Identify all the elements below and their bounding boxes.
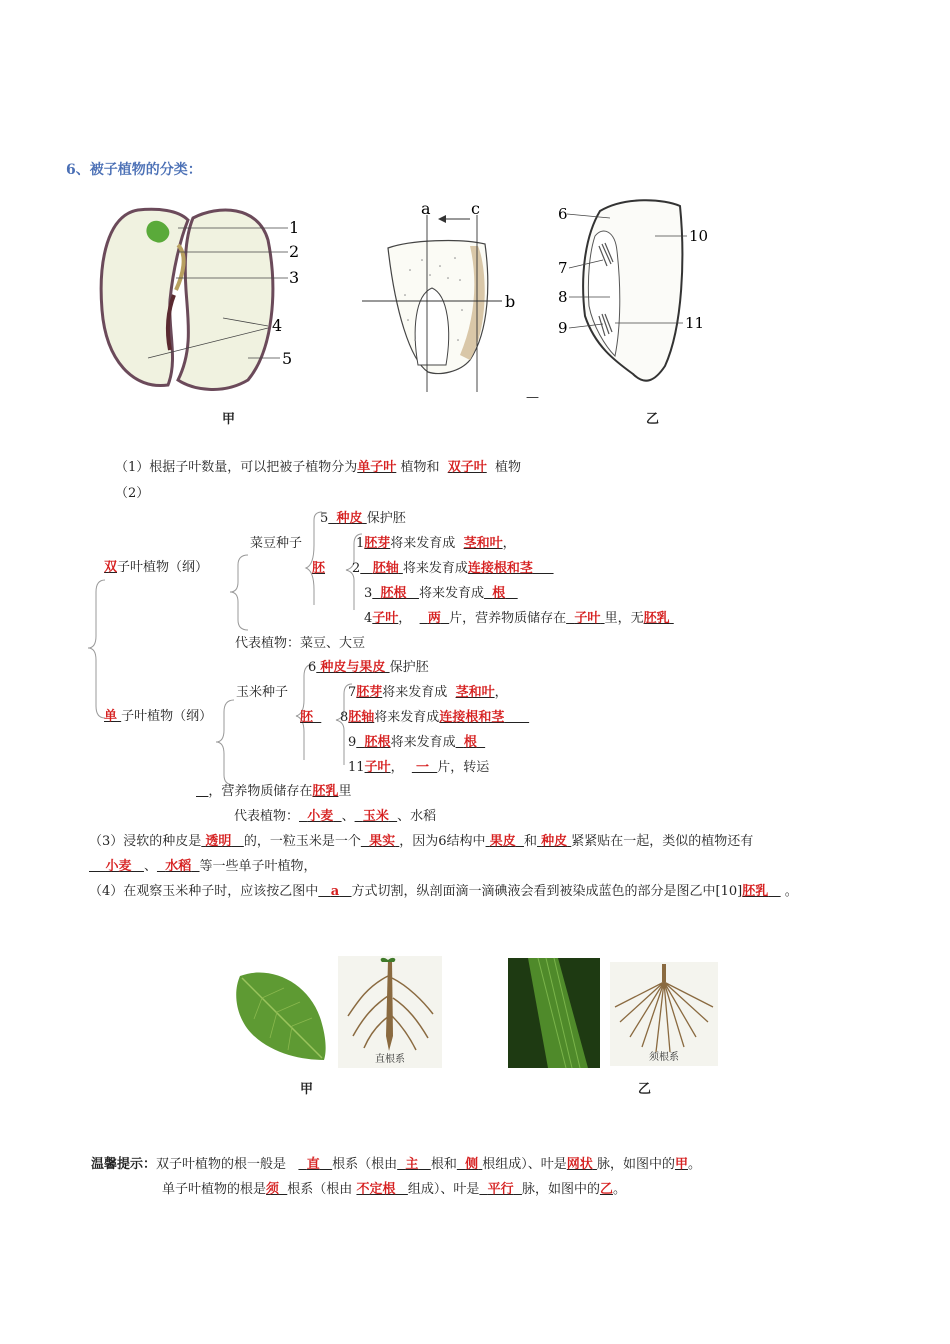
monocot-row-9: 9 胚根将来发育成 根 <box>348 735 477 750</box>
taproot-image <box>338 956 442 1068</box>
q3-line-2: 小麦 、 水稻 等一些单子叶植物， <box>105 859 317 874</box>
dicot-seed: 菜豆种子 <box>250 536 303 551</box>
fig1-caption-left: 甲 <box>222 412 236 427</box>
monocot-representatives: 代表植物： 小麦 、 玉米 、水稻 <box>234 809 437 824</box>
monocot-row-6: 6 种皮与果皮 保护胚 <box>308 660 429 675</box>
fibrous-root-image <box>610 962 718 1066</box>
q2-label: （2） <box>115 486 150 501</box>
bean-label-2: 2 <box>289 242 300 261</box>
bean-label-3: 3 <box>289 268 300 287</box>
q4-line: （4）在观察玉米种子时，应该按乙图中 a 方式切割，纵剖面滴一滴碘液会看到被染成蓝色的部分是图乙中[10]胚乳 。 <box>89 884 798 899</box>
corn-label-7: 7 <box>558 259 568 277</box>
dicot-embryo: 胚 <box>312 561 326 576</box>
dicot-representatives: 代表植物：菜豆、大豆 <box>235 636 366 651</box>
monocot-row-8: 8胚轴将来发育成连接根和茎 <box>340 710 505 725</box>
hint-line-1: 温馨提示：双子叶植物的根一般是 直 根系（根由 主 根和 侧 根组成）、叶是网状 脉，如图中的甲。 <box>91 1157 701 1172</box>
bean-label-5: 5 <box>282 349 293 368</box>
fig2-caption-right: 乙 <box>638 1082 652 1097</box>
section-title: 6、被子植物的分类： <box>66 162 202 178</box>
monocot-seed: 玉米种子 <box>236 685 289 700</box>
corn-label-8: 8 <box>558 288 568 306</box>
dicot-row-2: 2 胚轴 将来发育成连接根和茎 <box>352 561 533 576</box>
hint-line-2: 单子叶植物的根是须 根系（根由 不定根 组成）、叶是 平行 脉，如图中的乙。 <box>162 1182 626 1197</box>
corn-label-9: 9 <box>558 319 568 337</box>
monocot-storage: ，营养物质储存在胚乳里 <box>208 784 352 799</box>
fibrous-label: 须根系 <box>649 1052 679 1063</box>
fig1-caption-right: 乙 <box>646 412 660 427</box>
corn-cut-label-a: a <box>421 199 431 218</box>
corn-label-11: 11 <box>685 314 705 332</box>
dicot-row-5: 5 种皮 保护胚 <box>320 511 406 526</box>
fig2-caption-left: 甲 <box>300 1082 314 1097</box>
monocot-class: 单 子叶植物（纲） <box>104 709 213 724</box>
dicot-row-3: 3 胚根 将来发育成 根 <box>364 586 506 601</box>
fig1-dash: — <box>526 390 539 405</box>
corn-cut-label-b: b <box>505 292 516 311</box>
monocot-row-7: 7胚芽将来发育成 茎和叶， <box>348 685 508 700</box>
monocot-row-11: 11子叶， 一 片，转运 <box>348 760 490 775</box>
dicot-row-1: 1胚芽将来发育成 茎和叶， <box>356 536 516 551</box>
corn-label-6: 6 <box>558 205 568 223</box>
dicot-row-4: 4子叶， 两 片，营养物质储存在 子叶 里，无胚乳 <box>364 611 670 626</box>
q3-line-1: （3）浸软的种皮是 透明 的，一粒玉米是一个 果实 ，因为6结构中 果皮 和 种皮 紧紧贴在一起，类似的植物还有 <box>89 834 754 849</box>
corn-label-10: 10 <box>689 227 709 245</box>
bean-label-1: 1 <box>289 218 300 237</box>
monocot-leaf-image <box>508 958 600 1068</box>
dicot-leaf-image <box>232 964 332 1064</box>
dicot-class: 双子叶植物（纲） <box>104 560 209 575</box>
corn-cut-label-c: c <box>471 199 480 218</box>
taproot-label: 直根系 <box>375 1054 405 1065</box>
q1-line: （1）根据子叶数量，可以把被子植物分为单子叶 植物和 双子叶 植物 <box>115 460 522 475</box>
monocot-embryo: 胚 <box>300 710 314 725</box>
bean-label-4: 4 <box>272 316 283 335</box>
